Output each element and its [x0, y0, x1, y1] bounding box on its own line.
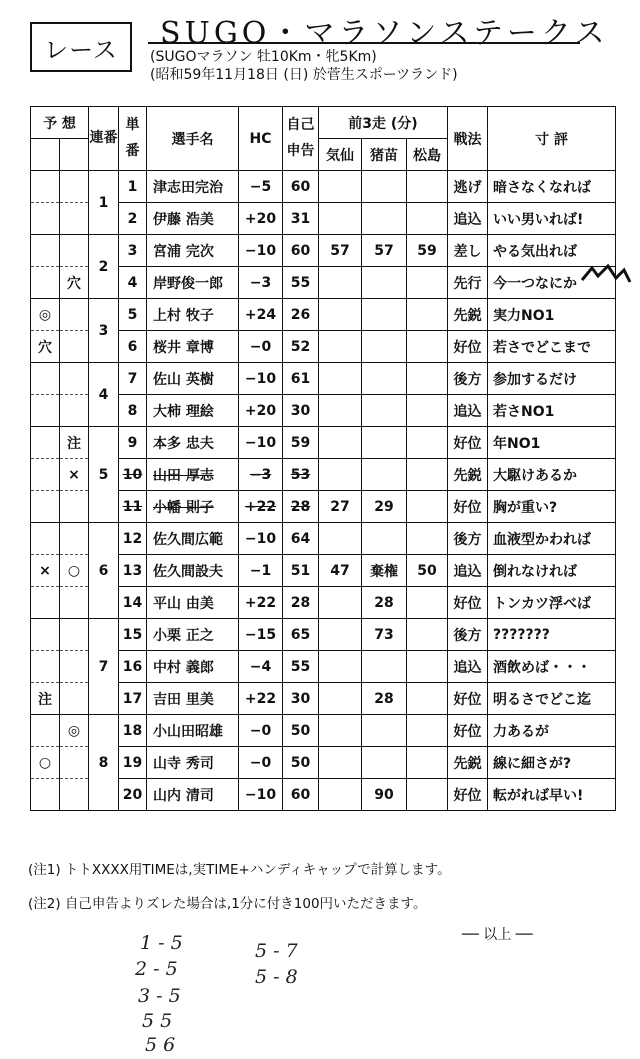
prediction-mark-b	[60, 235, 89, 267]
self-report-time: 59	[283, 427, 319, 459]
prev-result-race3	[407, 459, 448, 491]
runner-number: 15	[119, 619, 147, 651]
runner-number: 11	[119, 491, 147, 523]
prev-result-race1	[319, 747, 362, 779]
prev-result-race1	[319, 203, 362, 235]
race-table-body	[31, 171, 616, 811]
comment: 今一つなにか	[488, 267, 616, 299]
runner-name: 上村 牧子	[147, 299, 239, 331]
table-row	[31, 747, 616, 779]
prediction-mark-a: ○	[31, 747, 60, 779]
comment: 転がれば早い!	[488, 779, 616, 811]
table-row	[31, 299, 616, 331]
prev-result-race1	[319, 459, 362, 491]
prediction-mark-a	[31, 619, 60, 651]
race-table	[30, 106, 616, 811]
handicap: −3	[239, 459, 283, 491]
prediction-mark-b	[60, 683, 89, 715]
handwritten-combo: 5 - 8	[255, 966, 298, 988]
handwritten-combo: 5 6	[145, 1034, 176, 1056]
runner-number: 17	[119, 683, 147, 715]
runner-name: 本多 忠夫	[147, 427, 239, 459]
prediction-mark-b	[60, 203, 89, 235]
tactic: 好位	[448, 427, 488, 459]
header-name: 選手名	[147, 107, 239, 171]
prev-result-race2	[362, 427, 407, 459]
self-report-time: 55	[283, 651, 319, 683]
header-number: 単番	[119, 107, 147, 171]
race-label-box	[30, 22, 132, 72]
prev-result-race3	[407, 715, 448, 747]
runner-name: 宮浦 完次	[147, 235, 239, 267]
runner-number: 3	[119, 235, 147, 267]
header-prev3: 前3走 (分)	[319, 107, 448, 139]
prediction-mark-b	[60, 363, 89, 395]
prev-result-race1: 47	[319, 555, 362, 587]
runner-number: 20	[119, 779, 147, 811]
prediction-mark-b	[60, 619, 89, 651]
handicap: −5	[239, 171, 283, 203]
prediction-mark-b	[60, 395, 89, 427]
table-row	[31, 555, 616, 587]
page-title: SUGO・マラソンステークス	[160, 16, 609, 51]
tactic: 後方	[448, 523, 488, 555]
handicap: −10	[239, 523, 283, 555]
header-tactic: 戦法	[448, 107, 488, 171]
comment: 暗さなくなれば	[488, 171, 616, 203]
comment: いい男いれば!	[488, 203, 616, 235]
handicap: −0	[239, 747, 283, 779]
handwritten-combo: 2 - 5	[135, 958, 178, 980]
prediction-mark-a	[31, 491, 60, 523]
self-report-time: 60	[283, 171, 319, 203]
prev-result-race3	[407, 523, 448, 555]
prev-result-race2	[362, 715, 407, 747]
runner-name: 佐久間設夫	[147, 555, 239, 587]
prev-result-race2	[362, 331, 407, 363]
handicap: −10	[239, 235, 283, 267]
runner-name: 平山 由美	[147, 587, 239, 619]
tactic: 好位	[448, 683, 488, 715]
tactic: 好位	[448, 587, 488, 619]
self-report-time: 60	[283, 235, 319, 267]
prev-result-race3	[407, 491, 448, 523]
tactic: 先鋭	[448, 747, 488, 779]
runner-number: 2	[119, 203, 147, 235]
prev-result-race1	[319, 427, 362, 459]
prediction-mark-b: ×	[60, 459, 89, 491]
prev-result-race2	[362, 459, 407, 491]
table-row	[31, 587, 616, 619]
prev-result-race1	[319, 523, 362, 555]
self-report-time: 61	[283, 363, 319, 395]
bracket-number: 6	[89, 523, 119, 619]
table-row	[31, 395, 616, 427]
tactic: 先鋭	[448, 299, 488, 331]
runner-name: 中村 義郎	[147, 651, 239, 683]
comment: 血液型かわれば	[488, 523, 616, 555]
self-report-time: 28	[283, 491, 319, 523]
prev-result-race2	[362, 651, 407, 683]
prev-result-race3	[407, 427, 448, 459]
self-report-time: 31	[283, 203, 319, 235]
prediction-mark-a	[31, 203, 60, 235]
tactic: 逃げ	[448, 171, 488, 203]
comment: 倒れなければ	[488, 555, 616, 587]
self-report-time: 30	[283, 395, 319, 427]
prediction-mark-b	[60, 651, 89, 683]
comment: 力あるが	[488, 715, 616, 747]
prev-result-race3	[407, 587, 448, 619]
table-row	[31, 715, 616, 747]
runner-number: 4	[119, 267, 147, 299]
runner-number: 6	[119, 331, 147, 363]
tactic: 追込	[448, 651, 488, 683]
prev-result-race2	[362, 299, 407, 331]
handicap: −10	[239, 363, 283, 395]
prev-result-race1	[319, 683, 362, 715]
prev-result-race2: 90	[362, 779, 407, 811]
self-report-time: 55	[283, 267, 319, 299]
tactic: 追込	[448, 395, 488, 427]
handicap: −1	[239, 555, 283, 587]
prediction-mark-a	[31, 459, 60, 491]
table-row	[31, 779, 616, 811]
prev-result-race2	[362, 171, 407, 203]
comment: 参加するだけ	[488, 363, 616, 395]
end-mark: ── 以上 ──	[462, 927, 533, 943]
prediction-mark-b: 穴	[60, 267, 89, 299]
header-self-report: 自己申告	[283, 107, 319, 171]
table-row	[31, 459, 616, 491]
comment: 酒飲めば・・・	[488, 651, 616, 683]
runner-name: 伊藤 浩美	[147, 203, 239, 235]
runner-number: 8	[119, 395, 147, 427]
handicap: −0	[239, 715, 283, 747]
runner-number: 10	[119, 459, 147, 491]
runner-number: 7	[119, 363, 147, 395]
prediction-mark-a	[31, 267, 60, 299]
runner-name: 吉田 里美	[147, 683, 239, 715]
table-row	[31, 235, 616, 267]
table-row	[31, 267, 616, 299]
header-race2: 猪苗	[362, 139, 407, 171]
tactic: 追込	[448, 555, 488, 587]
table-row	[31, 523, 616, 555]
self-report-time: 60	[283, 779, 319, 811]
prediction-mark-a	[31, 587, 60, 619]
runner-name: 小幡 則子	[147, 491, 239, 523]
runner-number: 14	[119, 587, 147, 619]
comment: 明るさでどこ迄	[488, 683, 616, 715]
subtitle: (SUGOマラソン 牡10Km・牝5Km)	[150, 49, 377, 65]
prev-result-race1	[319, 395, 362, 427]
handicap: +22	[239, 683, 283, 715]
runner-name: 小山田昭雄	[147, 715, 239, 747]
prev-result-race2	[362, 203, 407, 235]
runner-number: 9	[119, 427, 147, 459]
self-report-time: 52	[283, 331, 319, 363]
handicap: +22	[239, 491, 283, 523]
handicap: +22	[239, 587, 283, 619]
header-bracket: 連番	[89, 107, 119, 171]
handicap: −10	[239, 427, 283, 459]
runner-number: 12	[119, 523, 147, 555]
prev-result-race1	[319, 779, 362, 811]
handicap: −10	[239, 779, 283, 811]
header-comment: 寸 評	[488, 107, 616, 171]
header-prediction-b	[60, 139, 89, 171]
prev-result-race1	[319, 651, 362, 683]
tactic: 後方	[448, 619, 488, 651]
title-underline	[148, 42, 580, 44]
prediction-mark-b	[60, 299, 89, 331]
handwritten-combo: 5 5	[142, 1010, 173, 1032]
table-row	[31, 363, 616, 395]
prediction-mark-b	[60, 491, 89, 523]
prediction-mark-a	[31, 427, 60, 459]
prediction-mark-a: 注	[31, 683, 60, 715]
runner-name: 山内 清司	[147, 779, 239, 811]
self-report-time: 64	[283, 523, 319, 555]
prev-result-race3	[407, 651, 448, 683]
tactic: 追込	[448, 203, 488, 235]
runner-name: 佐久間広範	[147, 523, 239, 555]
prediction-mark-a: 穴	[31, 331, 60, 363]
prev-result-race3	[407, 747, 448, 779]
handicap: −4	[239, 651, 283, 683]
self-report-time: 50	[283, 747, 319, 779]
prediction-mark-a	[31, 235, 60, 267]
handicap: +24	[239, 299, 283, 331]
prev-result-race1	[319, 267, 362, 299]
runner-number: 18	[119, 715, 147, 747]
prediction-mark-a	[31, 715, 60, 747]
prediction-mark-a	[31, 523, 60, 555]
runner-name: 山寺 秀司	[147, 747, 239, 779]
comment: やる気出れば	[488, 235, 616, 267]
prediction-mark-b: ○	[60, 555, 89, 587]
prediction-mark-b	[60, 171, 89, 203]
prev-result-race1: 57	[319, 235, 362, 267]
self-report-time: 50	[283, 715, 319, 747]
runner-name: 佐山 英樹	[147, 363, 239, 395]
tactic: 後方	[448, 363, 488, 395]
prev-result-race3	[407, 331, 448, 363]
self-report-time: 28	[283, 587, 319, 619]
prev-result-race1	[319, 171, 362, 203]
prediction-mark-b: 注	[60, 427, 89, 459]
runner-name: 大柿 理絵	[147, 395, 239, 427]
prev-result-race3	[407, 395, 448, 427]
scribble-mark	[578, 262, 638, 288]
tactic: 差し	[448, 235, 488, 267]
comment: 若さNO1	[488, 395, 616, 427]
prev-result-race3: 50	[407, 555, 448, 587]
prev-result-race2: 57	[362, 235, 407, 267]
prev-result-race3	[407, 779, 448, 811]
self-report-time: 65	[283, 619, 319, 651]
runner-name: 小栗 正之	[147, 619, 239, 651]
prediction-mark-b	[60, 779, 89, 811]
prev-result-race3: 59	[407, 235, 448, 267]
runner-number: 13	[119, 555, 147, 587]
prev-result-race2: 棄権	[362, 555, 407, 587]
prediction-mark-a	[31, 395, 60, 427]
prev-result-race2: 28	[362, 587, 407, 619]
table-row	[31, 491, 616, 523]
table-row	[31, 683, 616, 715]
note-1: (注1) トトXXXX用TIMEは,実TIME+ハンディキャップで計算します。	[28, 862, 451, 878]
prev-result-race2: 29	[362, 491, 407, 523]
prev-result-race2: 28	[362, 683, 407, 715]
table-row	[31, 651, 616, 683]
comment: 実力NO1	[488, 299, 616, 331]
prediction-mark-b	[60, 747, 89, 779]
prev-result-race1	[319, 331, 362, 363]
bracket-number: 2	[89, 235, 119, 299]
comment: ???????	[488, 619, 616, 651]
comment: 胸が重い?	[488, 491, 616, 523]
runner-name: 山田 厚志	[147, 459, 239, 491]
prev-result-race1	[319, 587, 362, 619]
header-prediction: 予 想	[31, 107, 89, 139]
handicap: −15	[239, 619, 283, 651]
bracket-number: 3	[89, 299, 119, 363]
prev-result-race3	[407, 363, 448, 395]
prev-result-race2: 73	[362, 619, 407, 651]
prev-result-race3	[407, 171, 448, 203]
prev-result-race2	[362, 267, 407, 299]
header-prediction-a	[31, 139, 60, 171]
prediction-mark-b: ◎	[60, 715, 89, 747]
prev-result-race1	[319, 363, 362, 395]
handwritten-combo: 5 - 7	[255, 940, 298, 962]
self-report-time: 53	[283, 459, 319, 491]
bracket-number: 1	[89, 171, 119, 235]
handicap: −0	[239, 331, 283, 363]
note-2: (注2) 自己申告よりズレた場合は,1分に付き100円いただきます。	[28, 896, 427, 912]
runner-number: 5	[119, 299, 147, 331]
bracket-number: 7	[89, 619, 119, 715]
table-row	[31, 171, 616, 203]
prev-result-race3	[407, 619, 448, 651]
prediction-mark-b	[60, 331, 89, 363]
event-date: (昭和59年11月18日 (日) 於菅生スポーツランド)	[150, 67, 458, 83]
header-hc: HC	[239, 107, 283, 171]
prev-result-race1	[319, 619, 362, 651]
prev-result-race2	[362, 747, 407, 779]
runner-number: 1	[119, 171, 147, 203]
handicap: −3	[239, 267, 283, 299]
handicap: +20	[239, 395, 283, 427]
prediction-mark-a	[31, 779, 60, 811]
tactic: 好位	[448, 779, 488, 811]
self-report-time: 26	[283, 299, 319, 331]
runner-name: 桜井 章博	[147, 331, 239, 363]
prediction-mark-a: ◎	[31, 299, 60, 331]
table-row	[31, 619, 616, 651]
prev-result-race2	[362, 395, 407, 427]
prev-result-race1: 27	[319, 491, 362, 523]
self-report-time: 30	[283, 683, 319, 715]
prev-result-race2	[362, 363, 407, 395]
bracket-number: 8	[89, 715, 119, 811]
prev-result-race1	[319, 299, 362, 331]
prediction-mark-a	[31, 363, 60, 395]
comment: トンカツ浮べば	[488, 587, 616, 619]
handicap: +20	[239, 203, 283, 235]
prev-result-race1	[319, 715, 362, 747]
prev-result-race3	[407, 267, 448, 299]
prev-result-race2	[362, 523, 407, 555]
prev-result-race3	[407, 683, 448, 715]
prediction-mark-a: ×	[31, 555, 60, 587]
tactic: 好位	[448, 491, 488, 523]
runner-number: 19	[119, 747, 147, 779]
tactic: 好位	[448, 331, 488, 363]
comment: 若さでどこまで	[488, 331, 616, 363]
prediction-mark-a	[31, 171, 60, 203]
comment: 年NO1	[488, 427, 616, 459]
handwritten-combo: 3 - 5	[138, 985, 181, 1007]
table-row	[31, 427, 616, 459]
self-report-time: 51	[283, 555, 319, 587]
header-race3: 松島	[407, 139, 448, 171]
prev-result-race3	[407, 299, 448, 331]
tactic: 先行	[448, 267, 488, 299]
runner-name: 岸野俊一郎	[147, 267, 239, 299]
prediction-mark-b	[60, 523, 89, 555]
header-race1: 気仙	[319, 139, 362, 171]
prediction-mark-b	[60, 587, 89, 619]
bracket-number: 4	[89, 363, 119, 427]
tactic: 好位	[448, 715, 488, 747]
comment: 大駆けあるか	[488, 459, 616, 491]
prediction-mark-a	[31, 651, 60, 683]
runner-name: 津志田完治	[147, 171, 239, 203]
prev-result-race3	[407, 203, 448, 235]
race-label: レース	[44, 35, 118, 64]
table-row	[31, 203, 616, 235]
bracket-number: 5	[89, 427, 119, 523]
handwritten-combo: 1 - 5	[140, 932, 183, 954]
table-row	[31, 331, 616, 363]
comment: 線に細さが?	[488, 747, 616, 779]
runner-number: 16	[119, 651, 147, 683]
tactic: 先鋭	[448, 459, 488, 491]
